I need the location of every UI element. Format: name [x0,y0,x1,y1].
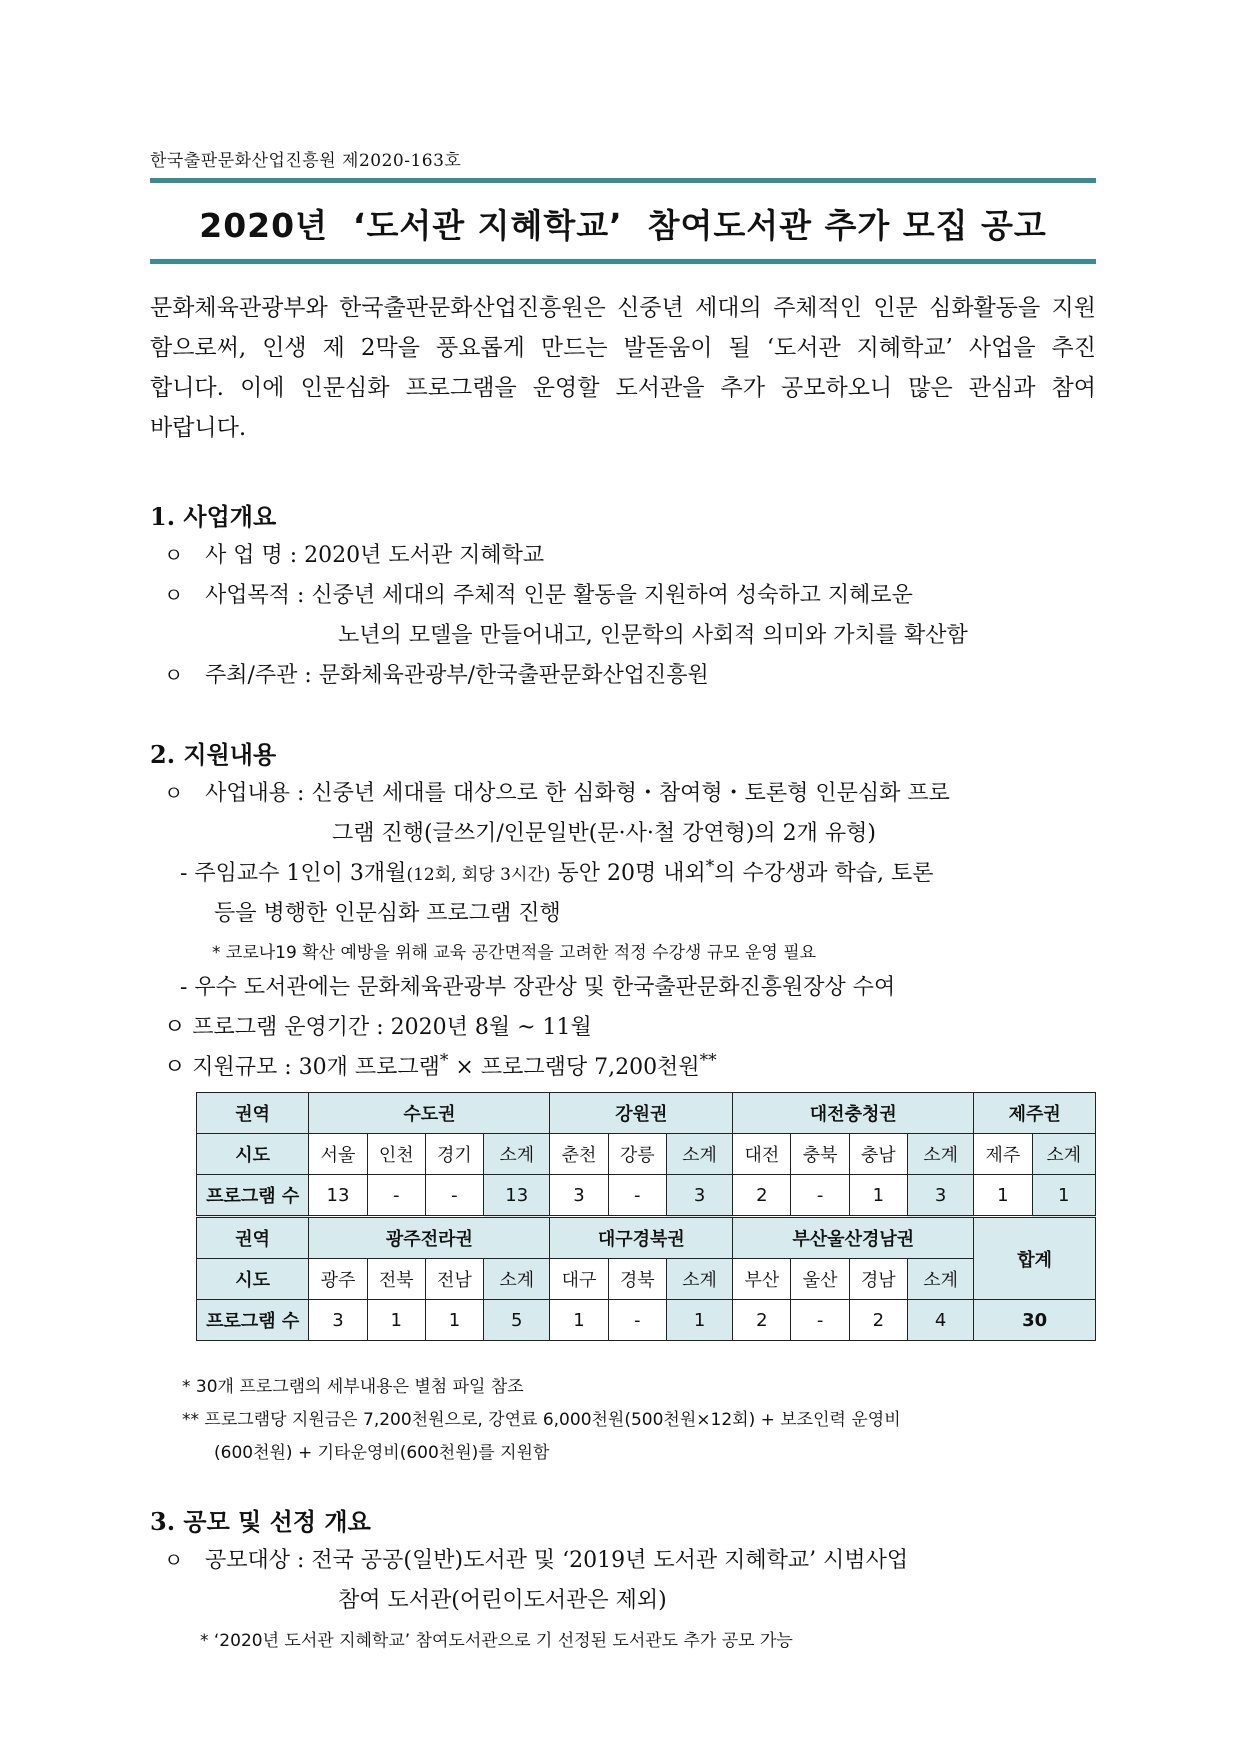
count-cell: 1 [974,1175,1032,1217]
region-cell: 수도권 [309,1093,550,1134]
item-value: 신중년 세대를 대상으로 한 심화형・참여형・토론형 인문심화 프로 [311,781,950,806]
sido-cell: 소계 [907,1134,973,1175]
section-heading-2: 2. 지원내용 [150,740,277,769]
sido-cell: 서울 [309,1134,367,1175]
bullet: ㅇ [164,1548,184,1572]
count-cell: - [367,1175,425,1217]
item-value: 신중년 세대의 주체적 인문 활동을 지원하여 성숙하고 지혜로운 [311,583,913,608]
table-row [197,1175,1096,1217]
sido-cell: 충남 [849,1134,907,1175]
region-cell: 부산울산경남권 [733,1217,974,1259]
count-cell: 3 [907,1175,973,1217]
bullet: ㅇ [164,543,184,567]
sido-cell: 소계 [484,1134,550,1175]
program-period: ㅇ 프로그램 운영기간 : 2020년 8월 ~ 11월 [164,1015,592,1040]
count-cell: 13 [484,1175,550,1217]
support-detail-professor: - 주임교수 1인이 3개월(12회, 회당 3시간) 동안 20명 내외*의 수강생과 학습, 토론 [180,856,934,886]
table-note-1: * 30개 프로그램의 세부내용은 별첨 파일 참조 [182,1377,524,1397]
sido-cell: 소계 [666,1134,732,1175]
count-cell: 1 [1032,1175,1095,1217]
region-cell: 강원권 [550,1093,733,1134]
region-cell: 광주전라권 [309,1217,550,1259]
support-content-cont: 그램 진행(글쓰기/인문일반(문·사·철 강연형)의 2개 유형) [332,821,876,846]
total-value-cell: 30 [974,1300,1096,1341]
item-label: 주최/주관 : [205,663,312,688]
region-cell: 대구경북권 [550,1217,733,1259]
intro-line: 합니다. 이에 인문심화 프로그램을 운영할 도서관을 추가 공모하오니 많은 관심과 참여 [150,375,1096,401]
count-cell: 1 [550,1300,608,1341]
sido-cell: 전남 [425,1259,483,1300]
count-cell: - [791,1175,849,1217]
intro-line: 함으로써, 인생 제 2막을 풍요롭게 만드는 발돋움이 될 ‘도서관 지혜학교’ 사업을 추진 [150,335,1096,361]
table-row [197,1134,1096,1175]
table-row [197,1217,1096,1259]
program-count-table [196,1092,1096,1341]
overview-item-purpose [164,578,913,609]
count-cell: 3 [666,1175,732,1217]
intro-paragraph [150,288,1096,448]
sido-cell: 인천 [367,1134,425,1175]
covid-note: * 코로나19 확산 예방을 위해 교육 공간면적을 고려한 적정 수강생 규모 운영 필요 [212,943,817,963]
bullet: ㅇ [164,781,184,805]
table-note-2: ** 프로그램당 지원금은 7,200천원으로, 강연료 6,000천원(500천원×12회) + 보조인력 운영비 [182,1410,901,1430]
row-label-sido: 시도 [197,1259,309,1300]
count-cell: 1 [367,1300,425,1341]
total-label-cell: 합계 [974,1217,1096,1300]
sido-cell: 대구 [550,1259,608,1300]
recruit-target-cont: 참여 도서관(어린이도서관은 제외) [338,1588,667,1613]
sido-cell: 강릉 [608,1134,666,1175]
sido-cell: 소계 [666,1259,732,1300]
support-content-item [164,776,950,807]
sido-cell: 소계 [1032,1134,1095,1175]
sido-cell: 소계 [907,1259,973,1300]
overview-item-name [164,538,544,569]
row-label-count: 프로그램 수 [197,1300,309,1341]
item-label: 사업목적 : [205,583,305,608]
support-detail-award: - 우수 도서관에는 문화체육관광부 장관상 및 한국출판문화진흥원장상 수여 [180,975,896,1000]
sido-cell: 경북 [608,1259,666,1300]
recruit-note: * ‘2020년 도서관 지혜학교’ 참여도서관으로 기 선정된 도서관도 추가 공모 가능 [200,1631,793,1651]
overview-item-host [164,658,709,689]
count-cell: 4 [907,1300,973,1341]
sido-cell: 경기 [425,1134,483,1175]
item-value: 전국 공공(일반)도서관 및 ‘2019년 도서관 지혜학교’ 시범사업 [311,1548,909,1573]
table-row [197,1259,1096,1300]
count-cell: 13 [309,1175,367,1217]
intro-line: 문화체육관광부와 한국출판문화산업진흥원은 신중년 세대의 주체적인 인문 심화활동을 지원 [150,295,1096,321]
count-cell: 3 [309,1300,367,1341]
recruit-target-item [164,1543,908,1574]
sido-cell: 전북 [367,1259,425,1300]
sido-cell: 부산 [733,1259,791,1300]
table-row [197,1093,1096,1134]
sido-cell: 경남 [849,1259,907,1300]
row-label-region: 권역 [197,1217,309,1259]
count-cell: 3 [550,1175,608,1217]
region-cell: 대전충청권 [733,1093,974,1134]
table-row [197,1300,1096,1341]
region-cell: 제주권 [974,1093,1096,1134]
sido-cell: 대전 [733,1134,791,1175]
count-cell: 1 [666,1300,732,1341]
bullet: ㅇ [164,663,184,687]
sido-cell: 소계 [484,1259,550,1300]
count-cell: 2 [733,1175,791,1217]
item-label: 사 업 명 : [205,543,298,568]
item-value: 문화체육관광부/한국출판문화산업진흥원 [318,663,709,688]
row-label-sido: 시도 [197,1134,309,1175]
count-cell: 2 [849,1300,907,1341]
bullet: ㅇ [164,583,184,607]
item-label: 사업내용 : [205,781,305,806]
row-label-region: 권역 [197,1093,309,1134]
section-heading-3: 3. 공모 및 선정 개요 [150,1507,371,1536]
sido-cell: 충북 [791,1134,849,1175]
count-cell: - [608,1175,666,1217]
sido-cell: 제주 [974,1134,1032,1175]
title-bottom-rule [150,259,1096,264]
count-cell: - [791,1300,849,1341]
sido-cell: 춘천 [550,1134,608,1175]
item-label: 공모대상 : [205,1548,305,1573]
section-heading-1: 1. 사업개요 [150,502,277,531]
overview-item-purpose-cont: 노년의 모델을 만들어내고, 인문학의 사회적 의미와 가치를 확산함 [338,623,968,648]
sido-cell: 광주 [309,1259,367,1300]
count-cell: 5 [484,1300,550,1341]
support-detail-professor-cont: 등을 병행한 인문심화 프로그램 진행 [214,901,561,926]
row-label-count: 프로그램 수 [197,1175,309,1217]
support-scale: ㅇ 지원규모 : 30개 프로그램* × 프로그램당 7,200천원** [164,1050,717,1080]
count-cell: 1 [849,1175,907,1217]
title-top-rule [150,178,1096,183]
page-title: 2020년 ‘도서관 지혜학교’ 참여도서관 추가 모집 공고 [199,206,1047,245]
count-cell: 1 [425,1300,483,1341]
table-note-2-cont: (600천원) + 기타운영비(600천원)를 지원함 [214,1443,550,1463]
count-cell: - [608,1300,666,1341]
item-value: 2020년 도서관 지혜학교 [304,543,545,568]
count-cell: - [425,1175,483,1217]
intro-line: 바랍니다. [150,415,247,441]
count-cell: 2 [733,1300,791,1341]
document-number: 한국출판문화산업진흥원 제2020-163호 [150,151,462,171]
sido-cell: 울산 [791,1259,849,1300]
